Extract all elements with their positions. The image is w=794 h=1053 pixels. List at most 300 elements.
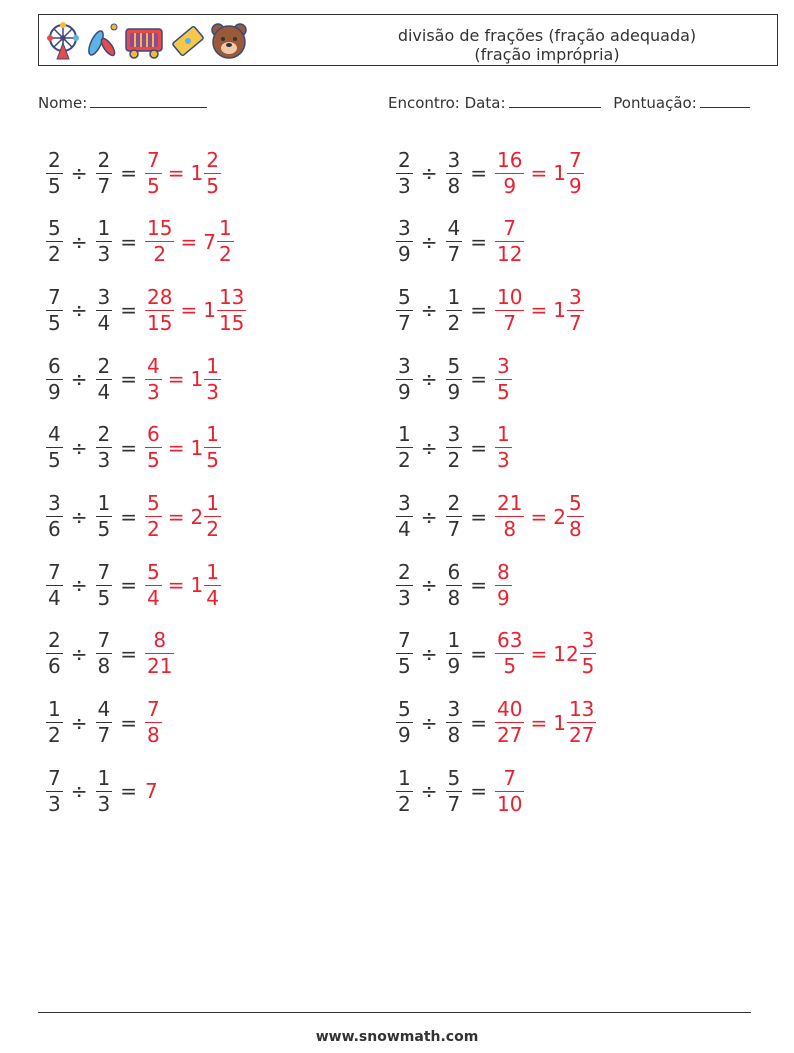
numerator: 3 <box>568 284 582 309</box>
denominator: 6 <box>48 517 61 541</box>
dividend-fraction <box>396 285 413 336</box>
numerator: 5 <box>447 353 461 378</box>
divide-sign: ÷ <box>70 367 88 392</box>
denominator: 9 <box>48 379 61 404</box>
denominator: 5 <box>398 654 411 679</box>
numerator: 3 <box>447 147 461 172</box>
divide-sign: ÷ <box>70 779 88 804</box>
numerator: 2 <box>447 491 461 515</box>
denominator: 7 <box>447 517 461 541</box>
numerator: 7 <box>147 147 160 172</box>
equals-sign: = <box>120 298 137 323</box>
numerator: 2 <box>97 422 111 447</box>
mixed-fraction-part <box>217 285 246 336</box>
dividend-fraction <box>46 285 63 336</box>
denominator: 5 <box>147 448 160 473</box>
denominator: 4 <box>48 585 61 610</box>
numerator: 7 <box>503 216 517 241</box>
problem-item <box>46 624 174 684</box>
divide-sign: ÷ <box>420 710 438 735</box>
divide-sign: ÷ <box>420 641 438 666</box>
numerator: 13 <box>218 284 245 309</box>
denominator: 4 <box>147 585 160 610</box>
dividend-fraction <box>46 491 63 542</box>
divisor-fraction <box>446 422 463 473</box>
numerator: 6 <box>447 559 461 584</box>
divisor-fraction <box>96 766 113 817</box>
answer-improper-fraction <box>145 697 162 748</box>
equals-sign: = <box>120 161 137 185</box>
numerator: 6 <box>147 422 160 447</box>
answer-improper-fraction <box>145 285 174 336</box>
equals-sign: = <box>470 710 487 735</box>
dividend-fraction <box>396 216 413 267</box>
equals-sign: = <box>470 779 487 804</box>
numerator: 1 <box>398 765 411 790</box>
mixed-fraction-part <box>204 560 221 611</box>
denominator: 5 <box>97 517 111 541</box>
answer-equals-sign: = <box>530 504 548 529</box>
denominator: 2 <box>218 242 232 267</box>
denominator: 7 <box>97 173 111 198</box>
numerator: 1 <box>97 765 111 790</box>
numerator: 2 <box>97 147 111 172</box>
equals-sign: = <box>470 641 487 666</box>
denominator: 8 <box>97 654 111 679</box>
numerator: 21 <box>497 491 523 515</box>
numerator: 1 <box>447 628 461 653</box>
denominator: 8 <box>447 173 461 198</box>
denominator: 3 <box>206 379 219 404</box>
numerator: 4 <box>147 353 160 378</box>
footer-website: www.snowmath.com <box>315 1029 479 1045</box>
denominator: 5 <box>503 654 517 679</box>
answer <box>145 491 221 542</box>
name-label: Nome: <box>38 94 88 112</box>
problem-item <box>46 693 162 753</box>
problem-item <box>46 418 221 478</box>
numerator: 3 <box>447 697 461 722</box>
numerator: 2 <box>97 353 111 378</box>
problem-item <box>46 555 221 615</box>
denominator: 9 <box>398 242 411 267</box>
denominator: 9 <box>398 379 411 404</box>
divisor-fraction <box>96 216 113 267</box>
numerator: 3 <box>447 422 461 447</box>
mixed-fraction-part <box>567 285 584 336</box>
denominator: 7 <box>503 310 517 335</box>
denominator: 8 <box>147 723 160 748</box>
denominator: 2 <box>206 517 219 541</box>
problem-item <box>396 487 584 547</box>
answer-equals-sign: = <box>167 161 185 185</box>
dividend-fraction <box>396 628 413 679</box>
problem-item <box>396 418 512 478</box>
equals-sign: = <box>470 229 487 254</box>
divisor-fraction <box>96 422 113 473</box>
divisor-fraction <box>96 697 113 748</box>
denominator: 5 <box>48 448 61 473</box>
numerator: 2 <box>398 559 411 584</box>
meeting-date-label: Encontro: Data: <box>388 94 506 112</box>
denominator: 5 <box>206 448 219 473</box>
numerator: 40 <box>497 697 523 722</box>
numerator: 7 <box>568 147 582 172</box>
numerator: 63 <box>497 628 523 653</box>
divisor-fraction <box>446 216 463 267</box>
name-blank[interactable] <box>90 95 207 108</box>
divide-sign: ÷ <box>420 573 438 598</box>
answer-equals-sign: = <box>530 641 548 666</box>
problem-item <box>396 212 524 272</box>
problem-item <box>46 349 221 409</box>
answer <box>495 422 512 473</box>
denominator: 5 <box>97 585 111 610</box>
numerator: 5 <box>447 765 461 790</box>
denominator: 15 <box>147 310 173 335</box>
answer <box>145 560 221 611</box>
denominator: 9 <box>447 379 461 404</box>
problem-item <box>46 487 221 547</box>
numerator: 7 <box>398 628 411 653</box>
equals-sign: = <box>120 573 137 598</box>
numerator: 1 <box>206 422 219 447</box>
answer <box>145 422 221 473</box>
answer <box>145 216 234 267</box>
denominator: 9 <box>497 585 510 610</box>
mixed-whole-part: 2 <box>190 504 204 529</box>
mixed-fraction-part <box>567 491 584 542</box>
answer-improper-fraction <box>495 560 512 611</box>
score-blank[interactable] <box>700 95 750 108</box>
divide-sign: ÷ <box>70 229 88 254</box>
circus-wagon-icon <box>123 21 165 61</box>
numerator: 5 <box>398 697 411 722</box>
numerator: 1 <box>97 216 111 241</box>
answer-improper-fraction <box>145 148 162 199</box>
divide-sign: ÷ <box>70 298 88 323</box>
dividend-fraction <box>396 491 413 542</box>
answer-whole-number: 7 <box>145 779 158 804</box>
denominator: 7 <box>447 242 461 267</box>
answer <box>145 697 162 748</box>
dividend-fraction <box>46 766 63 817</box>
answer <box>145 779 159 803</box>
denominator: 3 <box>97 448 111 473</box>
answer-equals-sign: = <box>530 710 548 735</box>
denominator: 27 <box>497 723 523 748</box>
numerator: 5 <box>147 491 160 515</box>
divisor-fraction <box>96 148 113 199</box>
dividend-fraction <box>396 766 413 817</box>
worksheet-title <box>357 26 737 64</box>
numerator: 3 <box>581 628 595 653</box>
numerator: 13 <box>568 697 595 722</box>
numerator: 1 <box>206 559 219 584</box>
equals-sign: = <box>120 779 137 804</box>
answer-equals-sign: = <box>180 229 198 254</box>
answer <box>495 491 584 542</box>
divisor-fraction <box>96 491 113 542</box>
numerator: 28 <box>147 284 173 309</box>
answer-equals-sign: = <box>530 298 548 323</box>
denominator: 9 <box>568 173 582 198</box>
answer <box>495 628 596 679</box>
divide-sign: ÷ <box>420 161 438 185</box>
numerator: 6 <box>48 353 61 378</box>
problem-item <box>396 555 512 615</box>
answer <box>495 216 524 267</box>
numerator: 5 <box>568 491 582 515</box>
problem-item <box>46 143 221 203</box>
mixed-whole-part: 1 <box>553 161 566 185</box>
answer <box>495 354 512 405</box>
numerator: 1 <box>398 422 411 447</box>
answer-equals-sign: = <box>167 573 185 598</box>
numerator: 2 <box>206 147 219 172</box>
problem-item <box>46 280 246 340</box>
answer-improper-fraction <box>495 148 524 199</box>
numerator: 2 <box>48 147 61 172</box>
denominator: 2 <box>447 310 461 335</box>
mixed-whole-part: 1 <box>190 435 204 460</box>
problem-item <box>396 693 596 753</box>
header-box <box>38 14 778 66</box>
score-label: Pontuação: <box>613 94 697 112</box>
divide-sign: ÷ <box>420 229 438 254</box>
denominator: 8 <box>447 723 461 748</box>
answer <box>145 148 221 199</box>
mixed-whole-part: 1 <box>190 161 204 185</box>
denominator: 4 <box>206 585 219 610</box>
dividend-fraction <box>396 697 413 748</box>
denominator: 7 <box>398 310 411 335</box>
denominator: 3 <box>147 379 160 404</box>
denominator: 5 <box>48 173 61 198</box>
divide-sign: ÷ <box>420 779 438 804</box>
problem-item <box>46 212 234 272</box>
denominator: 5 <box>581 654 595 679</box>
equals-sign: = <box>120 435 137 460</box>
divisor-fraction <box>446 560 463 611</box>
divide-sign: ÷ <box>420 367 438 392</box>
mixed-fraction-part <box>567 148 584 199</box>
dividend-fraction <box>396 354 413 405</box>
date-score-fields <box>388 94 750 112</box>
denominator: 5 <box>147 173 160 198</box>
equals-sign: = <box>120 641 137 666</box>
mixed-fraction-part <box>217 216 234 267</box>
numerator: 5 <box>147 559 160 584</box>
answer <box>495 560 512 611</box>
numerator: 16 <box>497 147 523 172</box>
numerator: 3 <box>97 284 111 309</box>
denominator: 9 <box>447 654 461 679</box>
divide-sign: ÷ <box>70 161 88 185</box>
answer-improper-fraction <box>145 560 162 611</box>
divisor-fraction <box>96 354 113 405</box>
divide-sign: ÷ <box>70 573 88 598</box>
equals-sign: = <box>470 161 487 185</box>
numerator: 3 <box>398 353 411 378</box>
problem-item <box>396 349 512 409</box>
denominator: 5 <box>206 173 219 198</box>
name-field <box>38 94 207 112</box>
denominator: 4 <box>97 379 111 404</box>
dividend-fraction <box>46 354 63 405</box>
mixed-whole-part: 1 <box>553 298 566 323</box>
divisor-fraction <box>96 285 113 336</box>
answer-improper-fraction <box>145 491 162 542</box>
title-line-1: divisão de frações (fração adequada) <box>397 26 697 45</box>
answer-improper-fraction <box>145 628 174 679</box>
denominator: 3 <box>398 173 411 198</box>
denominator: 3 <box>97 791 111 816</box>
denominator: 6 <box>48 654 61 679</box>
divisor-fraction <box>96 628 113 679</box>
answer-improper-fraction <box>495 354 512 405</box>
divide-sign: ÷ <box>420 435 438 460</box>
denominator: 2 <box>48 242 61 267</box>
numerator: 10 <box>497 284 523 309</box>
mixed-fraction-part <box>204 422 221 473</box>
denominator: 5 <box>497 379 510 404</box>
equals-sign: = <box>470 573 487 598</box>
numerator: 2 <box>48 628 61 653</box>
denominator: 8 <box>503 517 517 541</box>
answer <box>495 285 584 336</box>
mixed-whole-part: 1 <box>203 298 216 323</box>
divide-sign: ÷ <box>70 504 88 529</box>
denominator: 3 <box>497 448 510 473</box>
footer-divider <box>38 1012 751 1013</box>
divisor-fraction <box>446 491 463 542</box>
ticket-icon <box>168 21 206 61</box>
denominator: 12 <box>497 242 523 267</box>
dividend-fraction <box>396 148 413 199</box>
denominator: 15 <box>218 310 245 335</box>
divide-sign: ÷ <box>70 641 88 666</box>
numerator: 7 <box>97 559 111 584</box>
divisor-fraction <box>446 628 463 679</box>
numerator: 3 <box>48 491 61 515</box>
dividend-fraction <box>46 148 63 199</box>
denominator: 4 <box>97 310 111 335</box>
numerator: 4 <box>48 422 61 447</box>
problem-item <box>396 761 524 821</box>
answer <box>495 766 524 817</box>
denominator: 8 <box>447 585 461 610</box>
problem-item <box>396 280 584 340</box>
juggling-pins-icon <box>84 21 120 61</box>
equals-sign: = <box>470 504 487 529</box>
divisor-fraction <box>446 285 463 336</box>
answer <box>145 285 246 336</box>
denominator: 2 <box>153 242 167 267</box>
answer-improper-fraction <box>495 697 524 748</box>
numerator: 1 <box>48 697 61 722</box>
problem-item <box>396 143 584 203</box>
denominator: 21 <box>147 654 173 679</box>
mixed-fraction-part <box>204 148 221 199</box>
numerator: 7 <box>147 697 160 722</box>
date-blank[interactable] <box>509 95 601 108</box>
numerator: 4 <box>97 697 111 722</box>
denominator: 3 <box>97 242 111 267</box>
answer <box>145 354 221 405</box>
problem-item <box>46 761 159 821</box>
numerator: 7 <box>48 559 61 584</box>
numerator: 7 <box>48 284 61 309</box>
equals-sign: = <box>470 367 487 392</box>
equals-sign: = <box>120 504 137 529</box>
answer-equals-sign: = <box>530 161 548 185</box>
divisor-fraction <box>446 697 463 748</box>
denominator: 27 <box>568 723 595 748</box>
mixed-whole-part: 2 <box>553 504 566 529</box>
dividend-fraction <box>46 560 63 611</box>
denominator: 2 <box>398 791 411 816</box>
numerator: 1 <box>206 491 219 515</box>
numerator: 1 <box>218 216 232 241</box>
divide-sign: ÷ <box>70 710 88 735</box>
dividend-fraction <box>46 422 63 473</box>
numerator: 4 <box>447 216 461 241</box>
mixed-fraction-part <box>567 697 596 748</box>
answer-equals-sign: = <box>180 298 198 323</box>
bear-icon <box>209 21 249 61</box>
answer-equals-sign: = <box>167 435 185 460</box>
mixed-fraction-part <box>580 628 597 679</box>
divisor-fraction <box>446 766 463 817</box>
denominator: 2 <box>447 448 461 473</box>
equals-sign: = <box>120 367 137 392</box>
numerator: 8 <box>497 559 510 584</box>
answer-improper-fraction <box>495 491 524 542</box>
denominator: 3 <box>48 791 61 816</box>
denominator: 4 <box>398 517 411 541</box>
numerator: 7 <box>503 765 517 790</box>
denominator: 7 <box>97 723 111 748</box>
mixed-whole-part: 1 <box>190 367 204 392</box>
numerator: 2 <box>398 147 411 172</box>
numerator: 3 <box>398 216 411 241</box>
numerator: 8 <box>153 628 167 653</box>
denominator: 9 <box>503 173 517 198</box>
denominator: 8 <box>568 517 582 541</box>
answer-improper-fraction <box>495 628 524 679</box>
numerator: 1 <box>97 491 111 515</box>
numerator: 1 <box>447 284 461 309</box>
denominator: 5 <box>48 310 61 335</box>
answer-improper-fraction <box>495 285 524 336</box>
denominator: 2 <box>48 723 61 748</box>
divide-sign: ÷ <box>70 435 88 460</box>
divisor-fraction <box>446 354 463 405</box>
ferris-wheel-icon <box>45 21 81 61</box>
answer-improper-fraction <box>145 422 162 473</box>
dividend-fraction <box>46 697 63 748</box>
numerator: 5 <box>48 216 61 241</box>
answer-equals-sign: = <box>167 504 185 529</box>
divide-sign: ÷ <box>420 298 438 323</box>
divisor-fraction <box>96 560 113 611</box>
mixed-whole-part: 7 <box>203 229 216 254</box>
numerator: 7 <box>97 628 111 653</box>
denominator: 2 <box>398 448 411 473</box>
numerator: 3 <box>497 353 510 378</box>
equals-sign: = <box>470 435 487 460</box>
